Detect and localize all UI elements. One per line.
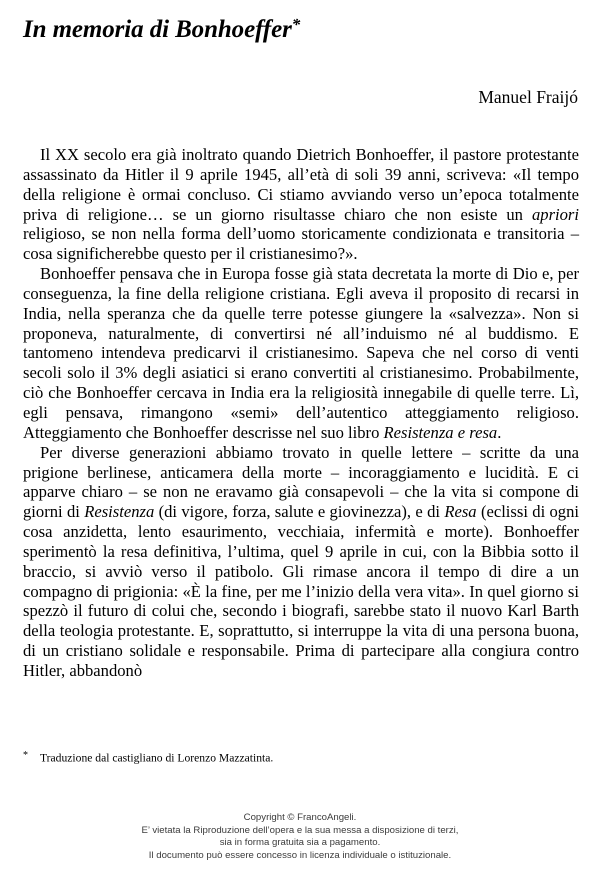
paragraph-2 [23,264,579,443]
author-block [158,88,578,108]
text-run: Per diverse generazioni abbiamo trovato in quelle lettere – scritte da una prigione berlinese, anticamera della morte – incoraggiamento e lucidità. E ci apparve chiaro – se non ne eravamo già consapevoli – che la vita si compone di giorni di [23,442,579,522]
italic-run: apriori [531,204,579,224]
copyright-line-3: sia in forma gratuita sia a pagamento. [219,837,381,849]
footnote-text: Traduzione dal castigliano di Lorenzo Mazzatinta. [40,751,274,765]
body-text [23,145,579,681]
footnote-marker: * [23,750,28,761]
italic-run: Resa [444,502,477,522]
paragraph-1 [23,145,579,264]
page-title-text: In memoria di Bonhoeffer [23,16,292,44]
text-run: . [497,422,502,442]
text-run: Bonhoeffer pensava che in Europa fosse già stata decretata la morte di Dio e, per conseguenza, la fine della religione cristiana. Egli aveva il proposito di recarsi in India, nella speranza che da quelle terre potesse giungere la «salvezza». Non si proponeva, naturalmente, di convertirsi né all’induismo né al buddismo. E tantomeno intendeva predicarvi il cristianesimo. Sapeva che nel corso di venti secoli solo il 3% degli asiatici si erano convertiti al cristianesimo. Probabilmente, ciò che Bonhoeffer cercava in India era la religiosità innegabile di quelle terre. Lì, egli pensava, rimangono «semi» dell’autentico atteggiamento religioso. Atteggiamento che Bonhoeffer descrisse nel suo libro [23,264,579,442]
paragraph-3 [23,443,579,681]
text-run: (eclissi di ogni cosa anzidetta, lento esaurimento, vecchiaia, infermità e morte). Bonhoeffer sperimentò la resa definitiva, l’ultima, quel 9 aprile in cui, con la Bibbia sotto il braccio, si avviò verso il patibolo. Gli rimase ancora il tempo di dire a un compagno di prigionia: «È la fine, per me l’inizio della vera vita». In quel giorno si spezzò il futuro di colui che, secondo i biografi, sarebbe stato il nuovo Karl Barth della teologia protestante. E, soprattutto, si interruppe la vita di una persona buona, di un cristiano solidale e responsabile. Prima di partecipare alla congiura contro Hitler, abbandonò [23,502,580,680]
copyright-line-4: Il documento può essere concesso in licenza individuale o istituzionale. [148,849,452,861]
author-name: Manuel Fraijó [478,87,578,107]
italic-run: Resistenza [84,502,155,522]
text-run: religioso, se non nella forma dell’uomo storicamente condizionata e transitoria – cosa significherebbe questo per il cristianesimo?». [23,224,579,264]
text-run: Il XX secolo era già inoltrato quando Dietrich Bonhoeffer, il pastore protestante assassinato da Hitler il 9 aprile 1945, all’età di soli 39 anni, scriveva: «Il tempo della religione è ormai concluso. Ci stiamo avviando verso un’epoca totalmente priva di religione… se un giorno risultasse chiaro che non esiste un [23,145,579,224]
footnote-block [23,749,579,766]
footnote [23,749,579,766]
title-footnote-marker: * [291,15,301,34]
text-run: (di vigore, forza, salute e giovinezza), e di [154,502,445,522]
italic-run: Resistenza e resa [383,422,498,442]
copyright-notice [0,812,600,862]
copyright-line-2: E’ vietata la Riproduzione dell’opera e la sua messa a disposizione di terzi, [141,824,459,836]
title-block [23,16,579,43]
copyright-line-1: Copyright © FrancoAngeli. [243,812,357,823]
page-title [23,16,579,43]
